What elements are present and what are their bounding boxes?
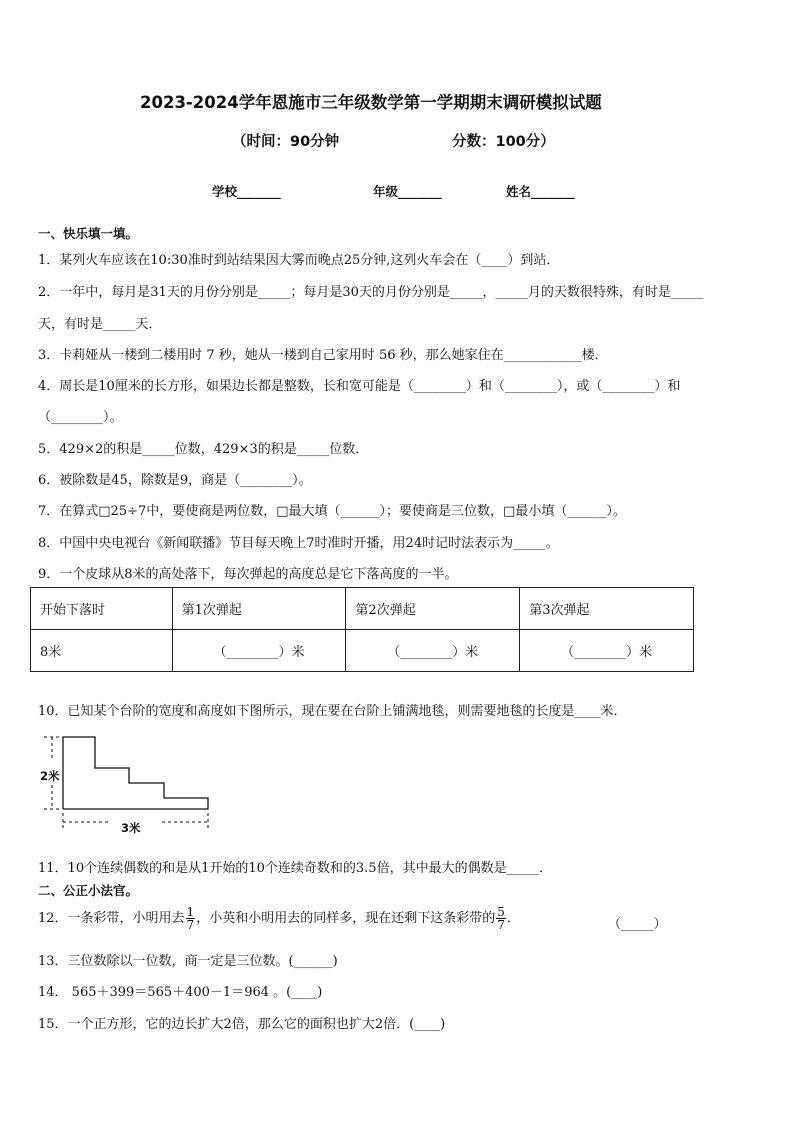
question-2-line1: 2．一年中，每月是31天的月份分别是_____；每月是30天的月份分别是_____，_____月的天数很特殊，有时是_____: [38, 285, 704, 300]
question-6: 6．被除数是45，除数是9，商是（________）。: [38, 473, 312, 488]
question-9: 9．一个皮球从8米的高处落下，每次弹起的高度总是它下落高度的一半。: [38, 567, 458, 582]
grade-field[interactable]: 年级_______: [373, 184, 442, 199]
fraction-numerator: 1: [186, 905, 195, 919]
question-11: 11．10个连续偶数的和是从1开始的10个连续奇数和的3.5倍，其中最大的偶数是_____．: [38, 861, 553, 876]
table-header-row: [31, 588, 694, 630]
question-13: 13．三位数除以一位数，商一定是三位数。(______): [38, 954, 338, 969]
question-7: 7．在算式□25÷7中，要使商是两位数，□最大填（______）；要使商是三位数，□最小填（______）。: [38, 504, 626, 519]
question-5: 5．429×2的积是_____位数，429×3的积是_____位数．: [38, 442, 369, 457]
width-label: 3米: [121, 821, 141, 835]
question-12-text: ．: [506, 911, 520, 926]
answer-cell[interactable]: （________）米: [520, 630, 694, 672]
exam-score: 分数：100分）: [452, 134, 555, 150]
page-title: 2023-2024学年恩施市三年级数学第一学期期末调研模拟试题: [140, 93, 602, 112]
question-1: 1．某列火车应该在10:30准时到站结果因大雾而晚点25分钟,这列火车会在（____）到站．: [38, 253, 560, 268]
question-3: 3．卡莉娅从一楼到二楼用时 7 秒，她从一楼到自己家用时 56 秒，那么她家住在____________楼．: [38, 348, 608, 363]
section2-title: 二、公正小法官。: [38, 883, 139, 898]
fraction-five-sevenths: [496, 906, 506, 931]
question-12-text: ，小英和小明用去的同样多，现在还剩下这条彩带的: [196, 911, 496, 926]
question-12: [38, 905, 520, 933]
table-cell: 8米: [31, 630, 173, 672]
section1-title: 一、快乐填一填。: [38, 226, 139, 241]
fraction-numerator: 5: [497, 905, 505, 919]
question-2-line2: 天，有时是_____天．: [38, 317, 162, 332]
question-14: 14． 565＋399＝565＋400－1＝964 。(____): [38, 985, 323, 1000]
table-header-cell: 第1次弹起: [172, 588, 346, 630]
table-header-cell: 开始下落时: [31, 588, 173, 630]
name-field[interactable]: 姓名_______: [506, 184, 575, 199]
question-4-line2: （________）。: [38, 410, 123, 425]
question-12-text: 12．一条彩带，小明用去: [38, 911, 185, 926]
table-header-cell: 第3次弹起: [520, 588, 694, 630]
question-8: 8．中国中央电视台《新闻联播》节目每天晚上7时准时开播，用24时记时法表示为_____。: [38, 536, 559, 551]
staircase-outline: [63, 737, 208, 809]
bounce-table: [30, 587, 694, 672]
fraction-denominator: 7: [497, 918, 505, 932]
height-label: 2米: [40, 769, 60, 783]
table-header-cell: 第2次弹起: [346, 588, 520, 630]
question-15: 15．一个正方形，它的边长扩大2倍，那么它的面积也扩大2倍．(____): [38, 1017, 446, 1032]
answer-cell[interactable]: （________）米: [346, 630, 520, 672]
question-4-line1: 4．周长是10厘米的长方形，如果边长都是整数，长和宽可能是（________）和（________），或（________）和: [38, 379, 681, 394]
school-field[interactable]: 学校_______: [212, 184, 281, 199]
fraction-denominator: 7: [186, 918, 195, 932]
answer-cell[interactable]: （________）米: [172, 630, 346, 672]
fraction-one-seventh: [186, 906, 196, 931]
table-row: [31, 630, 694, 672]
exam-time: （时间：90分钟: [232, 134, 340, 150]
question-12-answer[interactable]: （_____）: [608, 917, 667, 932]
question-10: 10．已知某个台阶的宽度和高度如下图所示，现在要在台阶上铺满地毯，则需要地毯的长度是____米．: [38, 704, 627, 719]
